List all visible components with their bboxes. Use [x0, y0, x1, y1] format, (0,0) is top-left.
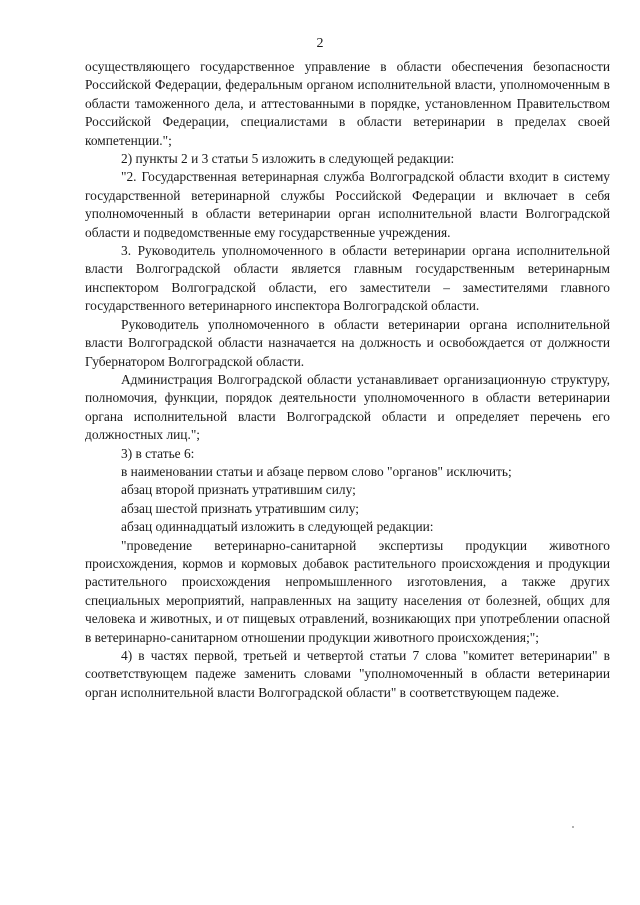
document-body: [85, 58, 610, 702]
paragraph: в наименовании статьи и абзаце первом слово "органов" исключить;: [121, 463, 512, 479]
paragraph: 3. Руководитель уполномоченного в области ветеринарии органа исполнительной власти Волгоградской области является главным государственным ветеринарным инспектором Волгоградской области, его заместители – заместителями главного государственного ветеринарного инспектора Волгоградской области.: [85, 243, 610, 314]
paragraph: абзац второй признать утратившим силу;: [121, 482, 356, 498]
paragraph: 3) в статье 6:: [121, 445, 195, 461]
paragraph: 2) пункты 2 и 3 статьи 5 изложить в следующей редакции:: [121, 151, 455, 167]
paragraph: 4) в частях первой, третьей и четвертой статьи 7 слова "комитет ветеринарии" в соответствующем падеже заменить словами "уполномоченный в области ветеринарии орган исполнительной власти Волгоградской области" в соответствующем падеже.: [85, 648, 610, 700]
paragraph: абзац одиннадцатый изложить в следующей редакции:: [121, 519, 434, 535]
paragraph: абзац шестой признать утратившим силу;: [121, 500, 359, 516]
paragraph: "проведение ветеринарно-санитарной экспертизы продукции животного происхождения, кормов и кормовых добавок растительного происхождения и продукции растительного происхождения непромышленного изготовления, а также других специальных мероприятий, направленных на защиту населения от болезней, общих для человека и животных, и от пищевых отравлений, возникающих при употреблении опасной в ветеринарно-санитарном отношении продукции животного происхождения;";: [85, 537, 610, 645]
paragraph: Администрация Волгоградской области устанавливает организационную структуру, полномочия, функции, порядок деятельности уполномоченного в области ветеринарии органа исполнительной власти Волгоградской области и определяет перечень его должностных лиц.";: [85, 371, 610, 443]
paragraph: Руководитель уполномоченного в области ветеринарии органа исполнительной власти Волгоградской области назначается на должность и освобождается от должности Губернатором Волгоградской области.: [85, 316, 610, 369]
scan-speck: [572, 826, 574, 828]
page-number: 2: [316, 36, 324, 51]
paragraph: "2. Государственная ветеринарная служба Волгоградской области входит в систему государственной ветеринарной службы Российской Федерации и включает в себя уполномоченный в области ветеринарии орган исполнительной власти Волгоградской области и подведомственные ему государственные учреждения.: [85, 169, 610, 240]
paragraph: осуществляющего государственное управление в области обеспечения безопасности Российской Федерации, федеральным органом исполнительной власти, уполномоченным в области таможенного дела, и аттестованными в порядке, установленном Правительством Российской Федерации, специалистами в области ветеринарии в пределах своей компетенции.";: [85, 59, 610, 148]
